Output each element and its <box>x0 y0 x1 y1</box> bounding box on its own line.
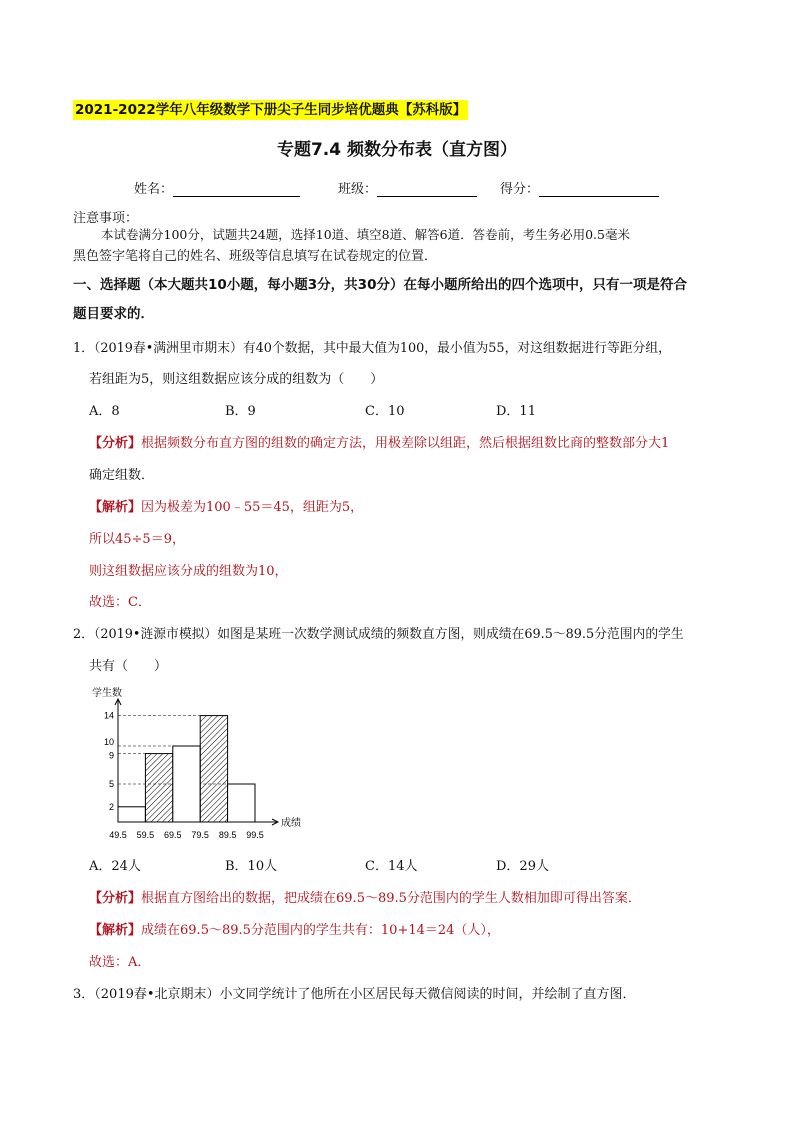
notice-line-1: 本试卷满分100分，试题共24题，选择10道、填空8道、解答6道．答卷前，考生务必用0.5毫米 <box>101 227 630 242</box>
q2-solution-text: 成绩在69.5～89.5分范围内的学生共有：10+14＝24（人）， <box>141 923 500 938</box>
x-axis-label: 成绩 <box>281 818 301 829</box>
y-tick-label: 10 <box>103 737 114 747</box>
q2-option-c[interactable]: C．14人 <box>365 859 418 874</box>
x-tick-label: 89.5 <box>218 830 237 840</box>
q2-solution-tag: 【解析】 <box>89 923 142 938</box>
q2-line-1: 2．（2019•涟源市模拟）如图是某班一次数学测试成绩的频数直方图，则成绩在69.5～89.5分范围内的学生 <box>73 627 684 642</box>
q1-option-d[interactable]: D．11 <box>496 404 536 419</box>
q1-answer: 故选：C． <box>89 595 151 610</box>
class-blank[interactable] <box>377 182 477 197</box>
y-tick-label: 2 <box>108 801 114 812</box>
y-tick-label: 5 <box>108 779 114 789</box>
name-label: 姓名： <box>134 182 174 197</box>
page-title: 专题7.4 频数分布表（直方图） <box>276 140 518 160</box>
section-heading-line-2: 题目要求的． <box>73 306 154 322</box>
notice-heading: 注意事项： <box>73 211 139 226</box>
y-tick-label: 14 <box>103 710 114 721</box>
q1-solution-text: 因为极差为100﹣55＝45，组距为5， <box>141 500 364 515</box>
score-label: 得分： <box>500 182 540 197</box>
q1-solution-tag: 【解析】 <box>89 500 142 515</box>
q1-option-b[interactable]: B．9 <box>225 404 256 419</box>
q1-analysis <box>89 432 669 451</box>
q1-analysis-text-2: 确定组数． <box>89 468 155 483</box>
q2-option-a[interactable]: A．24人 <box>89 859 141 874</box>
q2-line-2: 共有（ ） <box>89 659 168 674</box>
q2-analysis <box>89 887 641 906</box>
q2-solution <box>89 919 500 938</box>
class-field <box>338 178 477 197</box>
x-tick-label: 79.5 <box>191 830 209 840</box>
q1-analysis-text: 根据频数分布直方图的组数的确定方法，用极差除以组距，然后根据组数比商的整数部分大1 <box>141 436 670 451</box>
q1-line-1: 1．（2019春•满洲里市期末）有40个数据，其中最大值为100，最小值为55，对这组数据进行等距分组， <box>73 341 671 356</box>
section-heading-line-1: 一、选择题（本大题共10小题，每小题3分，共30分）在每小题所给出的四个选项中，只有一项是符合 <box>73 277 687 293</box>
header-banner: 2021-2022学年八年级数学下册尖子生同步培优题典【苏科版】 <box>75 102 467 118</box>
q1-line-2: 若组距为5，则这组数据应该分成的组数为（ ） <box>89 372 384 387</box>
histogram-bar <box>228 784 255 822</box>
histogram-chart <box>85 684 315 844</box>
score-blank[interactable] <box>539 182 659 197</box>
y-tick-label: 9 <box>108 750 114 761</box>
histogram-bar <box>118 807 145 822</box>
q1-step-3: 则这组数据应该分成的组数为10， <box>89 564 288 579</box>
q1-solution <box>89 496 363 515</box>
x-tick-label: 49.5 <box>109 830 127 840</box>
q2-answer: 故选：A． <box>89 955 151 970</box>
q1-option-a[interactable]: A．8 <box>89 404 120 419</box>
class-label: 班级： <box>338 182 378 197</box>
q1-step-2: 所以45÷5＝9， <box>89 532 185 547</box>
q2-analysis-text: 根据直方图给出的数据，把成绩在69.5～89.5分范围内的学生人数相加即可得出答案． <box>141 891 641 906</box>
histogram-bar <box>145 754 172 822</box>
q2-analysis-tag: 【分析】 <box>89 891 142 906</box>
histogram-bar <box>173 746 200 822</box>
score-field <box>500 178 659 197</box>
x-tick-label: 59.5 <box>136 830 155 840</box>
histogram-bar <box>200 716 227 822</box>
q1-option-c[interactable]: C．10 <box>365 404 405 419</box>
x-tick-label: 99.5 <box>246 830 264 840</box>
q3-line-1: 3．（2019春•北京期末）小文同学统计了他所在小区居民每天微信阅读的时间，并绘制了直方图． <box>73 987 636 1002</box>
notice-line-2: 黑色签字笔将自己的姓名、班级等信息填写在试卷规定的位置． <box>73 249 438 264</box>
q2-option-d[interactable]: D．29人 <box>496 859 549 874</box>
q1-analysis-tag: 【分析】 <box>89 436 142 451</box>
name-blank[interactable] <box>173 182 300 197</box>
q2-option-b[interactable]: B．10人 <box>225 859 278 874</box>
x-tick-label: 69.5 <box>164 830 182 840</box>
name-field <box>134 178 300 197</box>
y-axis-label: 学生数 <box>92 688 122 699</box>
